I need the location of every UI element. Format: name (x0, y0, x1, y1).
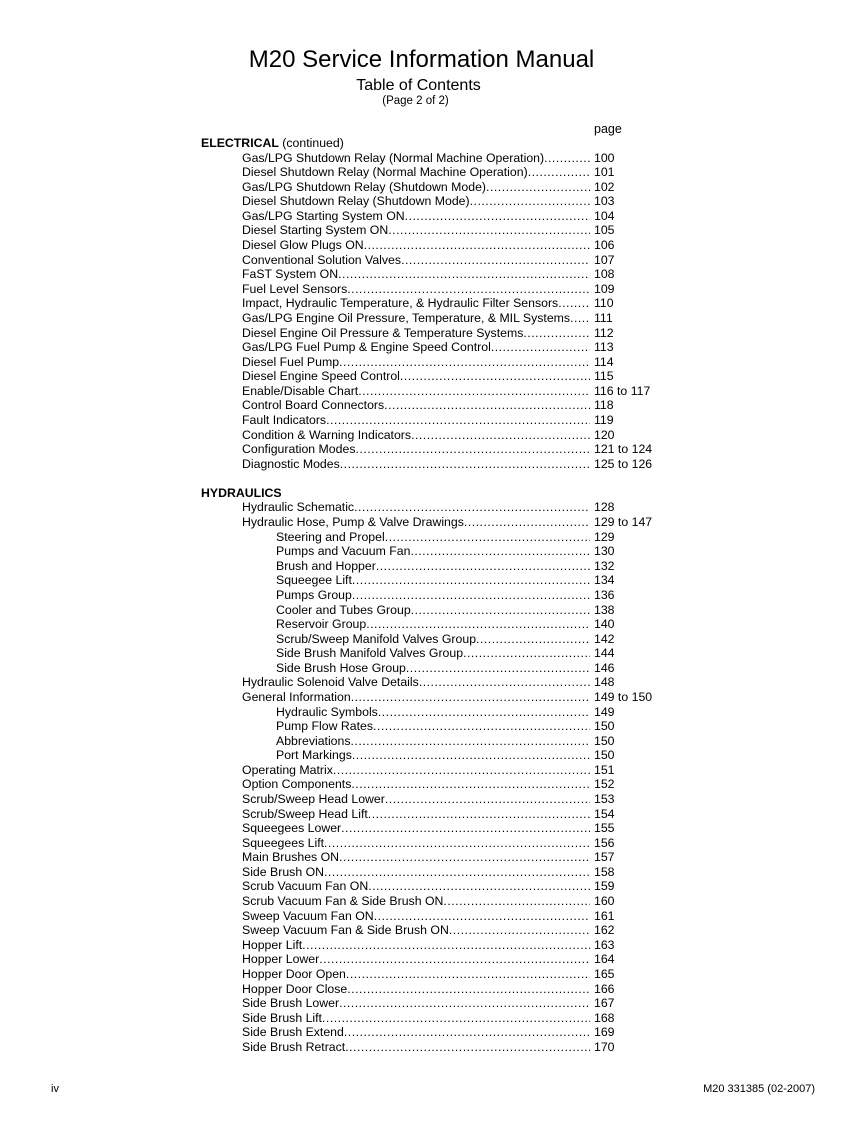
toc-entry-page: 154 (594, 806, 615, 821)
toc-entry (0, 428, 866, 443)
toc-entry-label-text: Hydraulic Symbols (276, 704, 378, 719)
toc-entry (0, 719, 866, 734)
toc-entry-page: 150 (594, 748, 615, 763)
toc-entry-label-text: Squeegees Lower (242, 821, 342, 836)
toc-entry-label-text: Gas/LPG Engine Oil Pressure, Temperature, & MIL Systems (242, 310, 571, 325)
toc-entry-page: 152 (594, 777, 615, 792)
toc-entry-page: 148 (594, 675, 615, 690)
toc-entry-page: 104 (594, 208, 615, 223)
toc-entry-label-text: Scrub/Sweep Head Lift (242, 806, 368, 821)
toc-entry-label-text: Pumps Group (276, 587, 352, 602)
toc-entry (0, 326, 866, 341)
toc-entry-label-text: Impact, Hydraulic Temperature, & Hydraulic Filter Sensors (242, 296, 559, 311)
toc-entry-label (242, 836, 590, 851)
toc-entry-label-text: Squeegee Lift (276, 573, 352, 588)
toc-entry-page: 109 (594, 281, 615, 296)
toc-entry-page: 107 (594, 252, 615, 267)
toc-entry-label-text: Hopper Lift (242, 937, 303, 952)
toc-entry-label-text: Conventional Solution Valves (242, 252, 402, 267)
toc-entry-page: 168 (594, 1010, 615, 1025)
toc-entry-page: 112 (594, 325, 614, 340)
toc-entry-label (242, 267, 590, 282)
toc-entry-label (276, 603, 590, 618)
section-heading-note: (continued) (278, 136, 344, 150)
toc-entry (0, 267, 866, 282)
toc-entry-label (276, 588, 590, 603)
toc-entry-label-text: Gas/LPG Shutdown Relay (Normal Machine Operation) (242, 150, 545, 165)
toc-entry (0, 253, 866, 268)
toc-entry (0, 355, 866, 370)
toc-entry-label (242, 807, 590, 822)
toc-entry-label (276, 719, 590, 734)
toc-entry-label (242, 909, 590, 924)
toc-entry-label-text: Side Brush Hose Group (276, 660, 406, 675)
toc-entry-label-text: Diagnostic Modes (242, 456, 340, 471)
toc-entry-label-text: Side Brush Extend (242, 1025, 344, 1040)
toc-entry (0, 398, 866, 413)
toc-entry (0, 1040, 866, 1055)
toc-entry-label (242, 296, 590, 311)
toc-entry (0, 763, 866, 778)
toc-entry-page: 151 (594, 762, 615, 777)
toc-entry-page: 110 (594, 296, 614, 311)
toc-entry (0, 894, 866, 909)
toc-entry-label-text: Configuration Modes (242, 442, 356, 457)
toc-entry-label (242, 938, 590, 953)
toc-entry-page: 113 (594, 340, 614, 355)
toc-entry-label (276, 646, 590, 661)
toc-entry-label (242, 457, 590, 472)
toc-entry-page: 128 (594, 500, 615, 515)
toc-entry-label-text: Port Markings (276, 748, 352, 763)
toc-entry-page: 114 (594, 354, 614, 369)
toc-entry (0, 209, 866, 224)
toc-entry-label (242, 982, 590, 997)
toc-entry (0, 384, 866, 399)
toc-entry-label (242, 690, 590, 705)
toc-entry-label-text: Diesel Shutdown Relay (Normal Machine Operation) (242, 165, 528, 180)
toc-entry (0, 850, 866, 865)
toc-entry-label (242, 428, 590, 443)
toc-entry-label-text: Scrub/Sweep Head Lower (242, 792, 385, 807)
toc-entry-label (242, 369, 590, 384)
toc-entry (0, 632, 866, 647)
toc-entry (0, 705, 866, 720)
toc-entry-label (242, 180, 590, 195)
toc-entry-label-text: Diesel Starting System ON (242, 223, 389, 238)
toc-entry-label-text: Scrub Vacuum Fan & Side Brush ON (242, 894, 444, 909)
toc-entry-label (276, 617, 590, 632)
toc-entry-page: 150 (594, 733, 615, 748)
toc-entry-label (242, 894, 590, 909)
toc-entry (0, 194, 866, 209)
toc-entry-label (276, 530, 590, 545)
toc-entry-label-text: Diesel Shutdown Relay (Shutdown Mode) (242, 194, 470, 209)
toc-entry-label (242, 967, 590, 982)
page-of-indicator: (Page 2 of 2) (382, 95, 449, 107)
toc-entry (0, 515, 866, 530)
toc-entry-label (276, 734, 590, 749)
toc-entry-label-text: Operating Matrix (242, 762, 333, 777)
toc-entry-page: 100 (594, 150, 615, 165)
toc-entry (0, 821, 866, 836)
toc-entry-label-text: Hopper Door Open (242, 966, 346, 981)
toc-entry-label (242, 340, 590, 355)
toc-entry-page: 162 (594, 923, 615, 938)
toc-entry-page: 166 (594, 981, 615, 996)
document-subtitle: Table of Contents (356, 77, 481, 94)
toc-entry (0, 603, 866, 618)
toc-entry-label (242, 500, 590, 515)
toc-entry-page: 142 (594, 631, 615, 646)
toc-entry-label-text: Hopper Lower (242, 952, 320, 967)
toc-entry-page: 129 to 147 (594, 515, 653, 530)
toc-entry (0, 311, 866, 326)
toc-entry-label-text: Gas/LPG Starting System ON (242, 208, 405, 223)
toc-entry-label (242, 865, 590, 880)
toc-entry-page: 101 (594, 165, 615, 180)
toc-entry (0, 559, 866, 574)
toc-entry-label (242, 996, 590, 1011)
toc-entry-label (276, 544, 590, 559)
toc-entry-page: 116 to 117 (594, 383, 651, 398)
toc-entry-label-text: Enable/Disable Chart (242, 383, 359, 398)
toc-entry (0, 690, 866, 705)
page-column-header: page (594, 122, 622, 136)
toc-entry (0, 909, 866, 924)
toc-entry-page: 170 (594, 1039, 615, 1054)
toc-entry-page: 161 (594, 908, 615, 923)
toc-entry (0, 617, 866, 632)
toc-entry (0, 180, 866, 195)
toc-entry (0, 675, 866, 690)
toc-entry-label-text: Steering and Propel (276, 529, 385, 544)
toc-entry (0, 340, 866, 355)
toc-entry-label-text: Sweep Vacuum Fan ON (242, 908, 374, 923)
toc-entry-label (276, 559, 590, 574)
toc-entry-label (242, 952, 590, 967)
section-heading-text: HYDRAULICS (201, 485, 282, 500)
toc-entry (0, 952, 866, 967)
toc-entry (0, 413, 866, 428)
toc-entry (0, 442, 866, 457)
toc-entry-label (276, 661, 590, 676)
toc-entry-page: 156 (594, 835, 615, 850)
toc-entry-page: 167 (594, 996, 615, 1011)
section-heading (0, 136, 866, 151)
toc-entry-label (242, 165, 590, 180)
toc-entry-page: 108 (594, 267, 615, 282)
section-gap (0, 471, 866, 486)
section-heading (0, 486, 866, 501)
toc-entry-label-text: Fault Indicators (242, 412, 327, 427)
toc-entry (0, 296, 866, 311)
toc-entry (0, 165, 866, 180)
toc-entry-label (276, 705, 590, 720)
toc-entry-label (276, 748, 590, 763)
document-title: M20 Service Information Manual (248, 46, 595, 73)
toc-entry (0, 369, 866, 384)
toc-entry-label (242, 1025, 590, 1040)
toc-entry-label (242, 238, 590, 253)
toc-entry-page: 158 (594, 864, 615, 879)
toc-entry-label-text: Diesel Glow Plugs ON (242, 238, 364, 253)
toc-entry-label (242, 194, 590, 209)
toc-entry-label-text: Side Brush Manifold Valves Group (276, 646, 464, 661)
toc-entry (0, 865, 866, 880)
toc-entry-page: 134 (594, 573, 615, 588)
toc-entry-label-text: Sweep Vacuum Fan & Side Brush ON (242, 923, 449, 938)
toc-entry-page: 105 (594, 223, 615, 238)
toc-entry-page: 102 (594, 179, 615, 194)
toc-entry-page: 164 (594, 952, 615, 967)
toc-entry-label-text: Abbreviations (276, 733, 351, 748)
toc-entry-label-text: Hydraulic Hose, Pump & Valve Drawings (242, 515, 464, 530)
toc-entry-label (242, 253, 590, 268)
toc-entry-page: 130 (594, 544, 615, 559)
toc-entry (0, 777, 866, 792)
toc-entry-page: 144 (594, 646, 615, 661)
toc-entry-page: 150 (594, 719, 615, 734)
toc-entry (0, 734, 866, 749)
toc-entry-label-text: Side Brush Lower (242, 996, 340, 1011)
toc-entry-label (242, 384, 590, 399)
section-heading-text: ELECTRICAL (201, 136, 279, 150)
toc-entry-page: 159 (594, 879, 615, 894)
toc-entry-label-text: FaST System ON (242, 267, 339, 282)
toc-entry-label-text: Cooler and Tubes Group (276, 602, 411, 617)
toc-entry-label (242, 442, 590, 457)
toc-entry-label (242, 850, 590, 865)
toc-entry-label-text: Diesel Engine Speed Control (242, 369, 400, 384)
toc-entry-label (242, 355, 590, 370)
toc-entry-page: 111 (594, 310, 613, 325)
toc-entry-page: 157 (594, 850, 615, 865)
toc-entry (0, 573, 866, 588)
toc-entry (0, 996, 866, 1011)
toc-entry (0, 938, 866, 953)
toc-entry-page: 138 (594, 602, 615, 617)
toc-entry (0, 792, 866, 807)
toc-entry (0, 982, 866, 997)
toc-entry-label-text: Side Brush Retract (242, 1039, 346, 1054)
toc-entry-label (242, 675, 590, 690)
toc-entry-label (242, 879, 590, 894)
toc-entry-label-text: Gas/LPG Shutdown Relay (Shutdown Mode) (242, 179, 487, 194)
toc-entry (0, 223, 866, 238)
toc-entry-label (242, 151, 590, 166)
toc-entry-page: 106 (594, 238, 615, 253)
toc-entry-label (242, 282, 590, 297)
toc-entry-label-text: Pumps and Vacuum Fan (276, 544, 411, 559)
toc-entry-label-text: Scrub Vacuum Fan ON (242, 879, 369, 894)
toc-entry-label (242, 209, 590, 224)
toc-entry-page: 149 (594, 704, 615, 719)
toc-entry-label (242, 223, 590, 238)
toc-entry-label (242, 821, 590, 836)
toc-entry (0, 807, 866, 822)
toc-entry-label (242, 311, 590, 326)
toc-entry-page: 125 to 126 (594, 456, 653, 471)
toc-entry-page: 155 (594, 821, 615, 836)
toc-entry (0, 238, 866, 253)
toc-entry-label-text: Side Brush Lift (242, 1010, 322, 1025)
toc-entry-label (242, 1040, 590, 1055)
toc-entry-page: 118 (594, 398, 614, 413)
toc-entry-label (242, 763, 590, 778)
toc-entry-page: 121 to 124 (594, 442, 653, 457)
toc-entry-label-text: Hopper Door Close (242, 981, 348, 996)
toc-entry-label (242, 792, 590, 807)
toc-entry-page: 129 (594, 529, 615, 544)
toc-entry-label-text: Control Board Connectors (242, 398, 385, 413)
toc-entry-page: 119 (594, 412, 614, 427)
toc-entry-label (242, 398, 590, 413)
toc-entry-page: 103 (594, 194, 615, 209)
toc-entry (0, 967, 866, 982)
toc-entry-label-text: Reservoir Group (276, 617, 367, 632)
toc-entry-page: 146 (594, 660, 615, 675)
toc-entry-label-text: Diesel Fuel Pump (242, 354, 340, 369)
toc-entry-label (242, 515, 590, 530)
toc-entry (0, 500, 866, 515)
toc-entry-label (276, 632, 590, 647)
toc-entry-label-text: Scrub/Sweep Manifold Valves Group (276, 631, 477, 646)
toc-entry-label-text: Option Components (242, 777, 352, 792)
toc-entry (0, 1025, 866, 1040)
toc-entry-label (242, 777, 590, 792)
toc-entry (0, 530, 866, 545)
toc-entry (0, 879, 866, 894)
toc-entry (0, 151, 866, 166)
toc-entry (0, 836, 866, 851)
toc-entry-label (242, 1011, 590, 1026)
toc-entry-label-text: Squeegees Lift (242, 835, 325, 850)
toc-entry-label-text: Side Brush ON (242, 864, 325, 879)
toc-entry (0, 457, 866, 472)
toc-entry-label-text: Fuel Level Sensors (242, 281, 348, 296)
toc-entry-label-text: Main Brushes ON (242, 850, 340, 865)
footer-page-number: iv (51, 1083, 59, 1095)
toc-entry-label (242, 326, 590, 341)
toc-entry-label-text: Gas/LPG Fuel Pump & Engine Speed Control (242, 340, 491, 355)
toc-entry (0, 923, 866, 938)
toc-entry (0, 1011, 866, 1026)
toc-entry-label-text: Diesel Engine Oil Pressure & Temperature Systems (242, 325, 524, 340)
toc-entry-label-text: Pump Flow Rates (276, 719, 374, 734)
footer-document-id: M20 331385 (02-2007) (703, 1083, 815, 1095)
toc-entry (0, 748, 866, 763)
toc-entry-label-text: Hydraulic Schematic (242, 500, 355, 515)
toc-entry-page: 169 (594, 1025, 615, 1040)
toc-entry-page: 149 to 150 (594, 689, 653, 704)
toc-entry-page: 115 (594, 369, 614, 384)
toc-entry-page: 153 (594, 792, 615, 807)
toc-entry-page: 140 (594, 617, 615, 632)
toc-entry (0, 282, 866, 297)
toc-entry-page: 132 (594, 558, 615, 573)
toc-entry-label-text: Condition & Warning Indicators (242, 427, 412, 442)
toc-entry-label (242, 413, 590, 428)
toc-entry (0, 588, 866, 603)
toc-entry-label-text: Hydraulic Solenoid Valve Details (242, 675, 419, 690)
toc-entry-page: 163 (594, 937, 615, 952)
toc-entry-page: 120 (594, 427, 615, 442)
toc-entry-label (242, 923, 590, 938)
toc-entry (0, 646, 866, 661)
toc-entry-page: 160 (594, 894, 615, 909)
toc-entry-page: 136 (594, 587, 615, 602)
toc-entry (0, 661, 866, 676)
toc-entry-label-text: Brush and Hopper (276, 558, 376, 573)
table-of-contents (0, 136, 866, 1054)
toc-entry (0, 544, 866, 559)
toc-entry-label-text: General Information (242, 689, 351, 704)
toc-entry-page: 165 (594, 966, 615, 981)
toc-entry-label (276, 573, 590, 588)
